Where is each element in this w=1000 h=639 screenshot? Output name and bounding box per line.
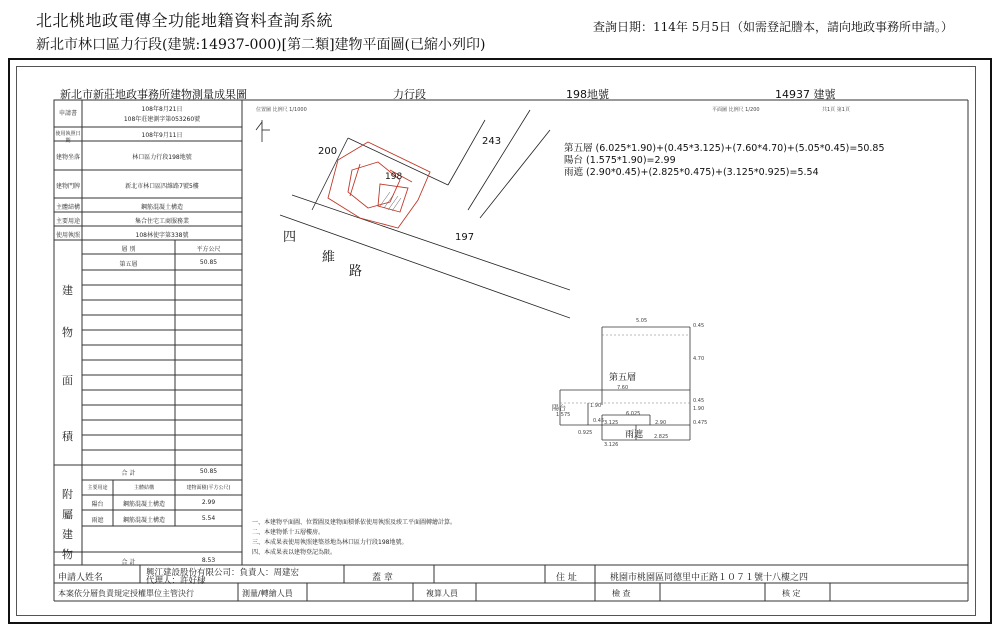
- attach-row-1-use: 陽台: [91, 501, 104, 508]
- document-subtitle: 新北市林口區力行段(建號:14937-000)[第二類]建物平面圖(已縮小列印): [36, 37, 486, 53]
- attach-head-area: 建物面積(平方公尺): [186, 485, 231, 491]
- side-char-1: 建: [62, 284, 73, 297]
- check-label: 檢 查: [612, 589, 631, 598]
- formula-fifth-floor: 第五層 (6.025*1.90)+(0.45*3.125)+(7.60*4.70)+(5.05*0.45)=50.85: [564, 143, 885, 154]
- road-char-3: 路: [349, 264, 363, 279]
- attach-total-value: 8.53: [201, 557, 216, 564]
- office-title: 新北市新莊地政事務所建物測量成果圖: [60, 88, 247, 101]
- address-label: 住 址: [556, 573, 577, 583]
- dim-760: 7.60: [617, 385, 629, 391]
- applicant-value: 興江建設股份有限公司：負責人：周建宏: [146, 568, 300, 578]
- note-4: 四、本成果表以建物登記為限。: [252, 549, 337, 556]
- attach-row-2-use: 雨遮: [91, 517, 104, 524]
- law-text: 本案依分層負責規定授權單位主管決行: [58, 589, 194, 598]
- note-3: 三、本成果表使用執照建築基地為林口區力行段198地號。: [252, 539, 408, 546]
- verify-label: 核 定: [782, 589, 801, 598]
- dim-6025: 6.025: [626, 411, 641, 417]
- area-total-label: 合 計: [121, 470, 136, 477]
- site-plan-drawing: [240, 100, 570, 330]
- road-char-2: 維: [322, 250, 336, 265]
- note-1: 一、本建物平面圖、位置圖及建物面積係依使用執照及竣工平面圖轉繪計算。: [252, 519, 457, 526]
- road-char-1: 四: [283, 230, 297, 245]
- info-label-address: 建物門牌: [55, 183, 80, 190]
- applicant-label: 申請人姓名: [58, 573, 104, 583]
- info-value-location: 林口區力行段198地號: [132, 154, 192, 161]
- dim-045-low: 0.45: [593, 418, 605, 424]
- seal-label: 蓋 章: [372, 573, 393, 583]
- attach-row-1-area: 2.99: [201, 499, 216, 506]
- query-date: 查詢日期：114年 5月5日（如需登記謄本，請向地政事務所申請。）: [593, 20, 953, 34]
- info-value-application-no: 108年莊建測字第053260號: [123, 116, 201, 123]
- dim-1575: 1.575: [556, 412, 571, 418]
- location-map-scale: 位置圖 比例尺 1/1000: [256, 107, 307, 113]
- lot-label-243: 243: [482, 136, 502, 147]
- side-char-4: 積: [62, 430, 73, 443]
- lot-label-198: 198: [385, 172, 403, 182]
- floor-plan-scale: 平面圖 比例尺 1/200: [712, 107, 760, 113]
- info-value-address: 新北市林口區四維路7號5樓: [125, 183, 199, 190]
- attach-row-2-area: 5.54: [201, 515, 216, 522]
- attach-head-struct: 主體結構: [133, 485, 154, 491]
- section-name: 力行段: [393, 88, 426, 101]
- dim-190-right: 1.90: [693, 406, 705, 412]
- dim-3125: 3.125: [604, 420, 619, 426]
- area-row-value: 50.85: [199, 259, 218, 266]
- side-char-2: 物: [62, 326, 73, 339]
- floor-plan-canopy-label: 雨遮: [625, 430, 644, 440]
- note-2: 二、本建物係十五層樓房。: [252, 529, 325, 536]
- side-char-7: 建: [62, 528, 73, 541]
- dim-2825: 2.825: [654, 434, 669, 440]
- attach-head-use: 主要用途: [87, 485, 108, 491]
- floor-plan-balcony-label: 陽台: [552, 404, 566, 412]
- side-char-5: 附: [62, 488, 73, 501]
- info-label-use-license: 使用執照: [55, 232, 80, 239]
- info-value-license-date: 108年9月11日: [141, 132, 183, 139]
- info-value-application-date: 108年8月21日: [141, 106, 183, 113]
- side-char-3: 面: [62, 374, 73, 387]
- info-value-use-license: 108林使字第338號: [135, 232, 189, 239]
- system-title: 北北桃地政電傳全功能地籍資料查詢系統: [36, 11, 334, 30]
- info-label-license-date: 使用執照日期: [55, 131, 81, 144]
- dim-290: 2.90: [655, 420, 667, 426]
- dim-045-top: 0.45: [693, 323, 705, 329]
- side-char-8: 物: [62, 548, 73, 561]
- info-label-main-use: 主要用途: [55, 218, 80, 225]
- land-number: 198地號: [566, 88, 609, 101]
- area-row-floor: 第五層: [119, 261, 138, 268]
- agent-value: 代理人：許好棣: [146, 576, 206, 586]
- info-label-structure: 主體結構: [55, 204, 80, 211]
- area-head-sqm: 平方公尺: [196, 246, 221, 253]
- attach-row-2-struct: 鋼筋混凝土構造: [122, 517, 165, 524]
- info-value-structure: 鋼筋混凝土構造: [140, 204, 183, 211]
- address-value: 桃園市桃園區同德里中正路１０７１號十八樓之四: [610, 573, 809, 583]
- attach-row-1-struct: 鋼筋混凝土構造: [122, 501, 165, 508]
- side-char-6: 屬: [62, 508, 73, 521]
- lot-label-200: 200: [318, 146, 338, 157]
- dim-0925: 0.925: [578, 430, 593, 436]
- dim-3126: 3.126: [604, 442, 619, 448]
- surveyor-label: 測量/轉繪人員: [242, 589, 293, 598]
- floor-plan-fifth-floor-label: 第五層: [609, 373, 637, 383]
- formula-canopy: 雨遮 (2.90*0.45)+(2.825*0.475)+(3.125*0.925)=5.54: [564, 167, 819, 178]
- dim-190-left: 1.90: [590, 403, 602, 409]
- review-label: 複算人員: [426, 589, 458, 598]
- dim-top: 5.05: [636, 318, 648, 324]
- dim-0475: 0.475: [693, 420, 708, 426]
- attach-total-label: 合 計: [121, 559, 136, 566]
- area-total-value: 50.85: [199, 468, 218, 475]
- formula-balcony: 陽台 (1.575*1.90)=2.99: [564, 155, 676, 166]
- page-info: 共1頁 第1頁: [822, 107, 850, 113]
- area-head-floor: 層 別: [121, 246, 136, 253]
- building-number: 14937 建號: [775, 88, 836, 101]
- dim-045-mid: 0.45: [693, 398, 705, 404]
- info-value-main-use: 集合住宅工商服務業: [134, 218, 189, 225]
- lot-label-197: 197: [455, 232, 475, 243]
- dim-470: 4.70: [693, 356, 705, 362]
- info-label-application: 申請書: [58, 110, 77, 117]
- info-label-location: 建物坐落: [55, 154, 80, 161]
